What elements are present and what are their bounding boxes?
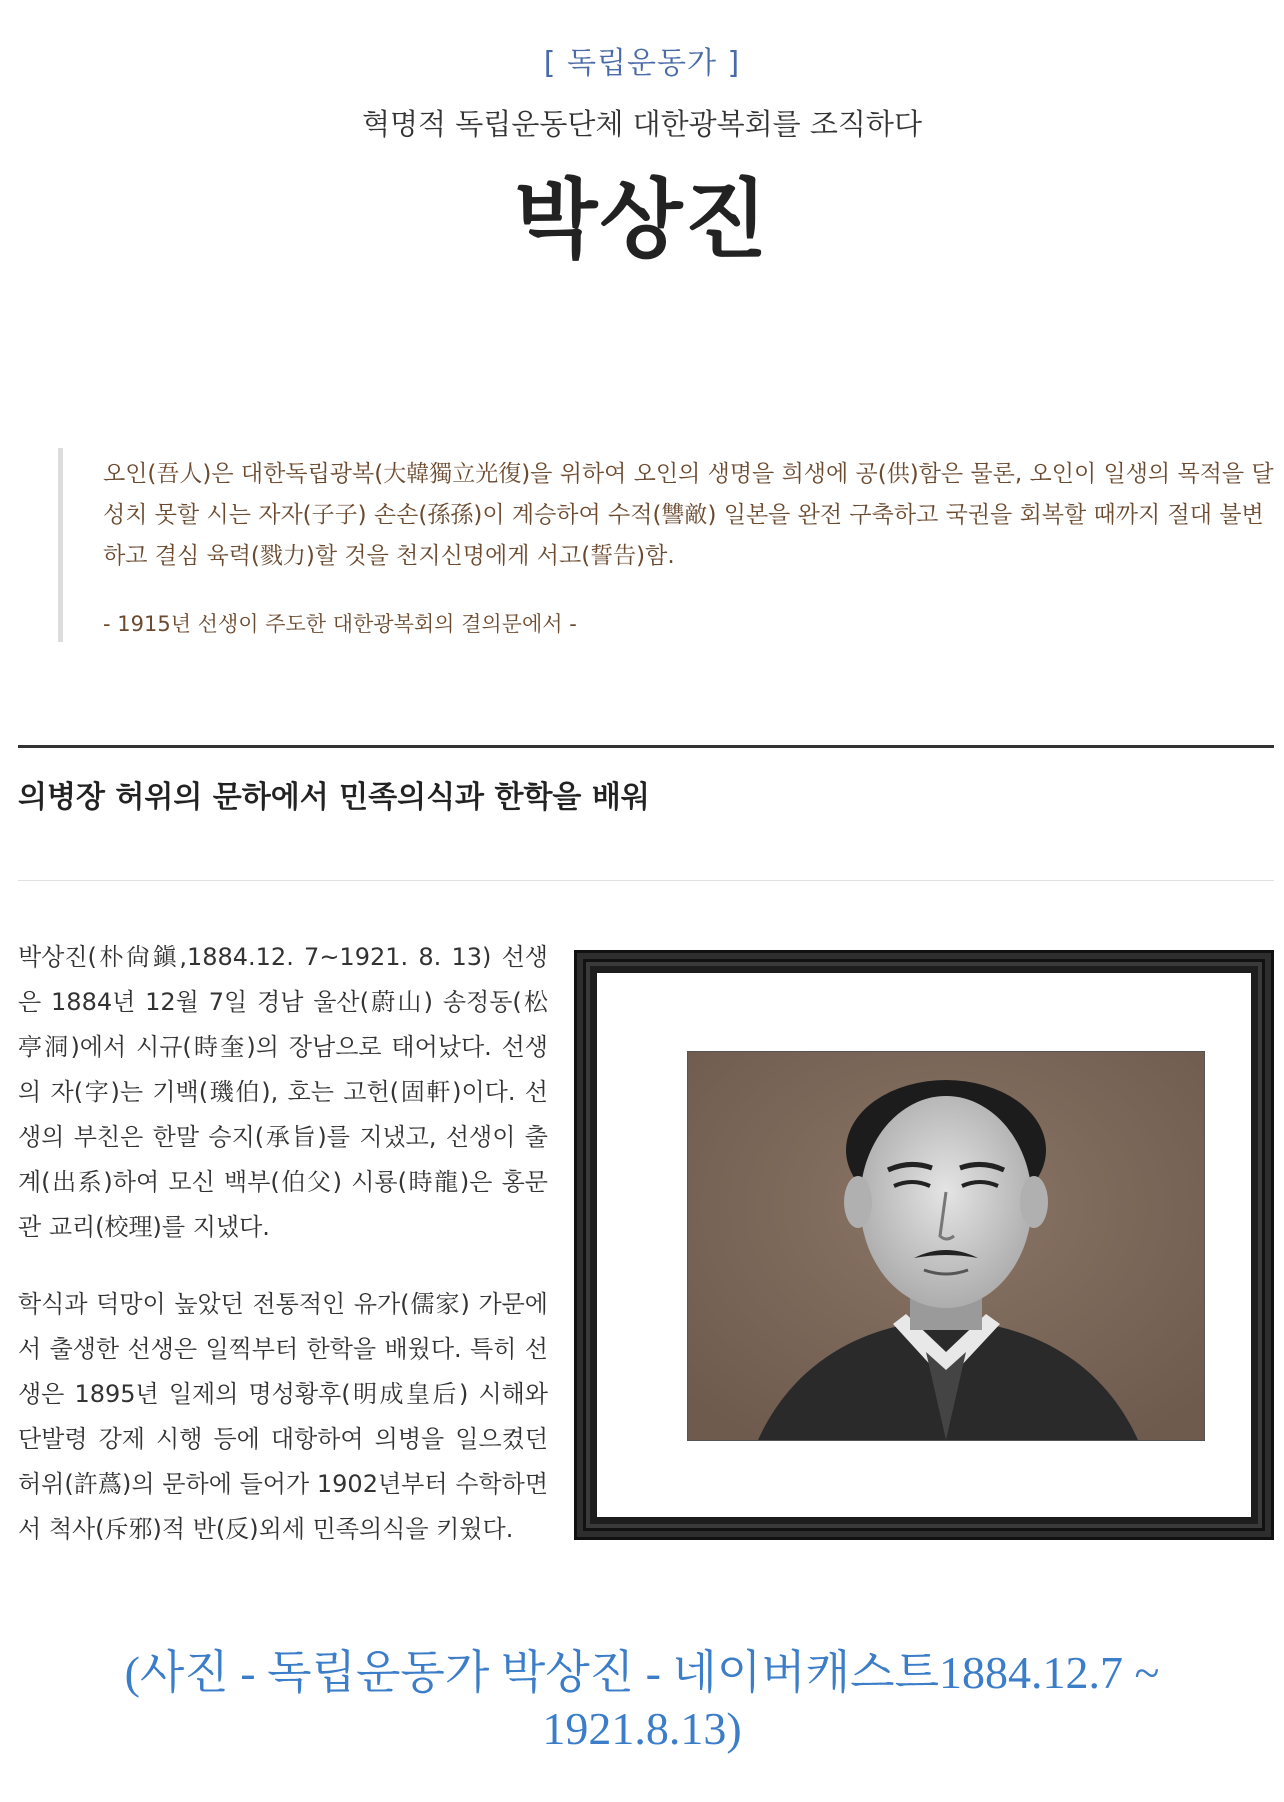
quote-block xyxy=(58,448,1273,642)
portrait-photo xyxy=(687,1051,1205,1441)
portrait-frame xyxy=(574,950,1274,1540)
body-paragraph-1: 박상진(朴尙鎭,1884.12. 7~1921. 8. 13) 선생은 1884년 12월 7일 경남 울산(蔚山) 송정동(松亭洞)에서 시규(時奎)의 장남으로 태어났다. 선생의 자(字)는 기백(璣伯), 호는 고헌(固軒)이다. 선생의 부친은 한말 승지(承旨)를 지냈고, 선생이 출계(出系)하여 모신 백부(伯父) 시룡(時龍)은 홍문관 교리(校理)를 지냈다. xyxy=(18,943,548,1241)
body-paragraph-2: 학식과 덕망이 높았던 전통적인 유가(儒家) 가문에서 출생한 선생은 일찍부터 한학을 배웠다. 특히 선생은 1895년 일제의 명성황후(明成皇后) 시해와 단발령 강제 시행 등에 대항하여 의병을 일으켰던 허위(許蔿)의 문하에 들어가 1902년부터 수학하면서 척사(斥邪)적 반(反)외세 민족의식을 키웠다. xyxy=(18,1290,548,1543)
portrait-mat xyxy=(597,973,1251,1517)
quote-source: - 1915년 선생이 주도한 대한광복회의 결의문에서 - xyxy=(103,612,577,636)
section-heading: 의병장 허위의 문하에서 민족의식과 한학을 배워 xyxy=(18,780,650,815)
quote-text: 오인(吾人)은 대한독립광복(大韓獨立光復)을 위하여 오인의 생명을 희생에 공(供)함은 물론, 오인이 일생의 목적을 달성치 못할 시는 자자(子子) 손손(孫孫)이 계승하여 수적(讐敵) 일본을 완전 구축하고 국권을 회복할 때까지 절대 불변하고 결심 육력(戮力)할 것을 천지신명에게 서고(誓告)함. xyxy=(103,461,1274,569)
portrait-image xyxy=(688,1052,1204,1440)
photo-caption: (사진 - 독립운동가 박상진 - 네이버캐스트1884.12.7 ~ 1921.8.13) xyxy=(124,1647,1160,1754)
category-label: [ 독립운동가 ] xyxy=(543,46,741,81)
page-title: 박상진 xyxy=(514,169,770,270)
body-text xyxy=(18,935,548,1584)
page-subtitle: 혁명적 독립운동단체 대한광복회를 조직하다 xyxy=(362,107,922,141)
section-divider-bottom xyxy=(18,880,1274,881)
section-divider-top xyxy=(18,745,1274,748)
